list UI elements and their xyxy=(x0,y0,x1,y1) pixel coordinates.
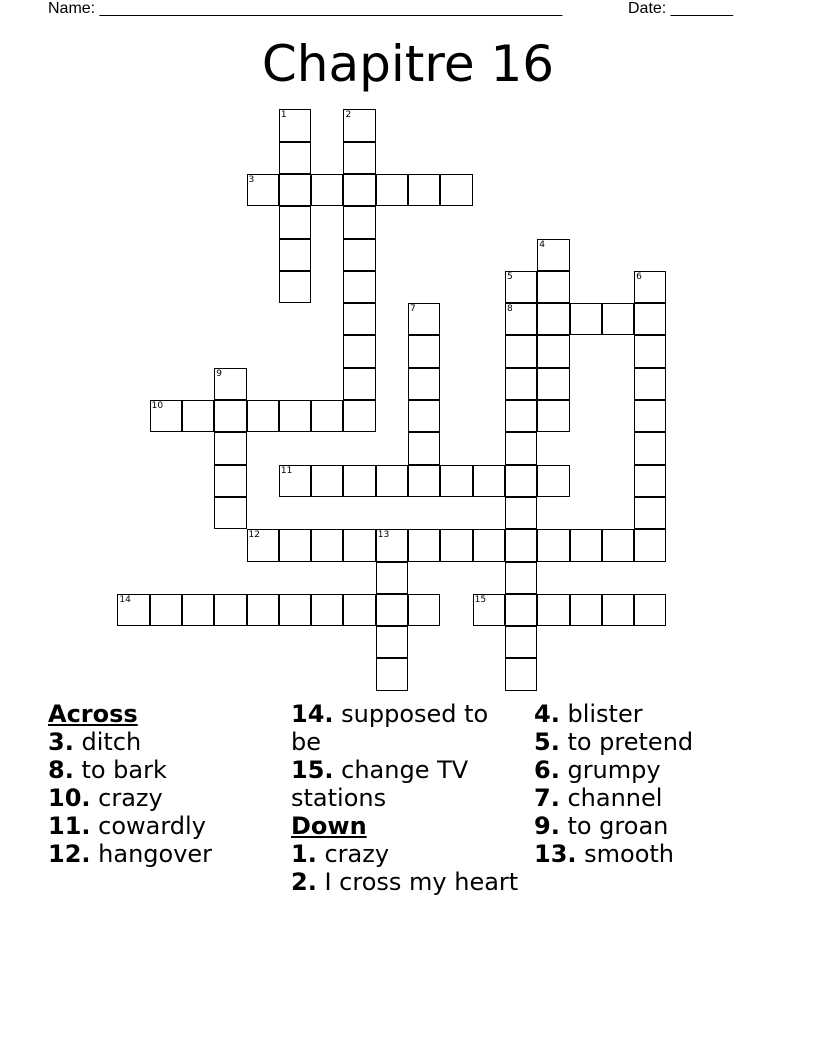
crossword-cell[interactable] xyxy=(408,465,440,497)
crossword-cell[interactable] xyxy=(150,594,182,626)
crossword-cell[interactable] xyxy=(505,626,537,658)
crossword-cell[interactable] xyxy=(634,432,666,464)
crossword-cell[interactable] xyxy=(408,303,440,335)
crossword-cell[interactable] xyxy=(537,335,569,367)
crossword-cell[interactable] xyxy=(247,529,279,561)
clue-item-text: channel xyxy=(559,784,663,813)
clue-item xyxy=(291,756,521,812)
crossword-cell[interactable] xyxy=(311,594,343,626)
clue-number: 6 xyxy=(636,271,642,282)
clue-item xyxy=(291,700,521,756)
section-heading-text: Across xyxy=(48,700,138,728)
crossword-cell[interactable] xyxy=(279,594,311,626)
crossword-cell[interactable] xyxy=(505,335,537,367)
clue-item xyxy=(534,812,764,840)
date-field-label: Date: _______ xyxy=(628,0,733,17)
crossword-cell[interactable] xyxy=(408,400,440,432)
crossword-cell[interactable] xyxy=(279,174,311,206)
clue-item-text: blister xyxy=(559,700,643,728)
clue-section-heading xyxy=(48,700,278,728)
crossword-cell[interactable] xyxy=(343,303,375,335)
clue-item-number: 6. xyxy=(534,756,560,785)
crossword-cell[interactable] xyxy=(408,529,440,561)
crossword-cell[interactable] xyxy=(343,206,375,238)
clue-number: 10 xyxy=(151,401,164,412)
crossword-cell[interactable] xyxy=(634,497,666,529)
clue-item-text: to pretend xyxy=(559,728,694,757)
crossword-cell[interactable] xyxy=(505,303,537,335)
crossword-cell[interactable] xyxy=(634,594,666,626)
crossword-cell[interactable] xyxy=(343,271,375,303)
crossword-cell[interactable] xyxy=(376,562,408,594)
crossword-cell[interactable] xyxy=(247,594,279,626)
crossword-cell[interactable] xyxy=(214,400,246,432)
crossword-cell[interactable] xyxy=(214,432,246,464)
crossword-cell[interactable] xyxy=(343,335,375,367)
clue-item-text: crazy xyxy=(90,784,163,813)
crossword-cell[interactable] xyxy=(634,368,666,400)
page-title: Chapitre 16 xyxy=(261,35,555,93)
clue-number: 11 xyxy=(280,465,293,476)
crossword-cell[interactable] xyxy=(473,529,505,561)
crossword-cell[interactable] xyxy=(343,400,375,432)
clue-item-number: 9. xyxy=(534,812,560,841)
clue-number: 2 xyxy=(345,110,352,121)
clue-number: 5 xyxy=(506,271,513,282)
clues-column-2 xyxy=(291,700,521,897)
clue-number: 12 xyxy=(248,530,260,541)
clue-item-number: 5. xyxy=(534,728,560,757)
crossword-cell[interactable] xyxy=(505,594,537,626)
crossword-cell[interactable] xyxy=(505,497,537,529)
crossword-cell[interactable] xyxy=(570,529,602,561)
clue-item-text: change TV stations xyxy=(291,756,469,813)
clue-item xyxy=(48,812,278,840)
crossword-cell[interactable] xyxy=(311,465,343,497)
clue-item-number: 11. xyxy=(48,812,91,841)
crossword-cell[interactable] xyxy=(247,174,279,206)
crossword-cell[interactable] xyxy=(602,303,634,335)
crossword-cell[interactable] xyxy=(602,594,634,626)
crossword-cell[interactable] xyxy=(343,529,375,561)
clue-item-text: smooth xyxy=(576,840,675,869)
clue-item xyxy=(48,840,278,868)
clue-section-heading xyxy=(291,812,521,840)
crossword-cell[interactable] xyxy=(537,239,569,271)
crossword-cell[interactable] xyxy=(279,400,311,432)
crossword-cell[interactable] xyxy=(117,594,149,626)
crossword-cell[interactable] xyxy=(537,594,569,626)
crossword-cell[interactable] xyxy=(473,465,505,497)
crossword-cell[interactable] xyxy=(408,335,440,367)
crossword-cell[interactable] xyxy=(505,432,537,464)
crossword-cell[interactable] xyxy=(634,271,666,303)
clue-number: 7 xyxy=(410,304,416,315)
section-heading-text: Down xyxy=(291,812,367,841)
clue-item-number: 10. xyxy=(48,784,91,813)
clue-item-number: 1. xyxy=(291,840,317,869)
crossword-cell[interactable] xyxy=(505,562,537,594)
clue-number: 15 xyxy=(474,594,487,605)
crossword-cell[interactable] xyxy=(634,303,666,335)
name-field-label: Name: ____________________________________________________ xyxy=(48,0,563,17)
crossword-cell[interactable] xyxy=(376,594,408,626)
clue-item xyxy=(534,728,764,756)
crossword-cell[interactable] xyxy=(279,142,311,174)
crossword-cell[interactable] xyxy=(311,174,343,206)
crossword-cell[interactable] xyxy=(570,303,602,335)
crossword-cell[interactable] xyxy=(279,529,311,561)
crossword-cell[interactable] xyxy=(473,594,505,626)
clue-item xyxy=(534,840,764,868)
clue-item-number: 7. xyxy=(534,784,560,813)
crossword-cell[interactable] xyxy=(376,626,408,658)
clue-item xyxy=(291,868,521,896)
crossword-cell[interactable] xyxy=(537,465,569,497)
clue-item-number: 2. xyxy=(291,868,317,897)
clue-item-number: 3. xyxy=(48,728,74,757)
crossword-cell[interactable] xyxy=(279,465,311,497)
crossword-cell[interactable] xyxy=(408,594,440,626)
crossword-cell[interactable] xyxy=(343,368,375,400)
crossword-cell[interactable] xyxy=(634,335,666,367)
crossword-cell[interactable] xyxy=(440,174,472,206)
crossword-cell[interactable] xyxy=(440,465,472,497)
crossword-cell[interactable] xyxy=(279,109,311,141)
clue-number: 3 xyxy=(248,174,255,185)
clue-item xyxy=(48,784,278,812)
clue-item-number: 12. xyxy=(48,840,91,869)
crossword-cell[interactable] xyxy=(440,529,472,561)
clue-item xyxy=(534,784,764,812)
clue-item-number: 14. xyxy=(291,700,334,728)
crossword-cell[interactable] xyxy=(537,368,569,400)
crossword-cell[interactable] xyxy=(505,465,537,497)
crossword-cell[interactable] xyxy=(343,174,375,206)
clue-number: 14 xyxy=(119,594,131,605)
crossword-cell[interactable] xyxy=(376,658,408,690)
crossword-cell[interactable] xyxy=(214,368,246,400)
clues-column-3 xyxy=(534,700,764,868)
crossword-cell[interactable] xyxy=(214,594,246,626)
crossword-cell[interactable] xyxy=(214,497,246,529)
crossword-cell[interactable] xyxy=(343,239,375,271)
crossword-cell[interactable] xyxy=(311,400,343,432)
clue-item-number: 8. xyxy=(48,756,74,785)
clue-item-number: 4. xyxy=(534,700,560,728)
clue-item-number: 13. xyxy=(534,840,577,869)
crossword-cell[interactable] xyxy=(505,271,537,303)
crossword-cell[interactable] xyxy=(537,271,569,303)
crossword-cell[interactable] xyxy=(279,239,311,271)
crossword-cell[interactable] xyxy=(570,594,602,626)
clue-item-text: grumpy xyxy=(559,756,661,785)
crossword-cell[interactable] xyxy=(247,400,279,432)
crossword-cell[interactable] xyxy=(376,529,408,561)
clue-item-number: 15. xyxy=(291,756,334,785)
clue-item xyxy=(48,756,278,784)
clue-item xyxy=(534,700,764,728)
crossword-cell[interactable] xyxy=(376,174,408,206)
clue-number: 13 xyxy=(377,530,390,541)
crossword-cell[interactable] xyxy=(279,271,311,303)
crossword-cell[interactable] xyxy=(602,529,634,561)
clue-number: 9 xyxy=(216,368,222,379)
crossword-cell[interactable] xyxy=(376,465,408,497)
crossword-cell[interactable] xyxy=(182,594,214,626)
clue-number: 8 xyxy=(506,304,513,315)
crossword-cell[interactable] xyxy=(343,465,375,497)
crossword-cell[interactable] xyxy=(505,368,537,400)
crossword-cell[interactable] xyxy=(408,432,440,464)
clue-item xyxy=(48,728,278,756)
crossword-cell[interactable] xyxy=(279,206,311,238)
crossword-cell[interactable] xyxy=(505,400,537,432)
clue-item-text: to bark xyxy=(73,756,167,785)
crossword-cell[interactable] xyxy=(343,109,375,141)
clues-column-1 xyxy=(48,700,278,868)
clue-item-text: hangover xyxy=(90,840,213,869)
crossword-cell[interactable] xyxy=(505,658,537,690)
crossword-cell[interactable] xyxy=(408,174,440,206)
clue-item-text: crazy xyxy=(316,840,390,869)
clue-item-text: I cross my heart xyxy=(316,868,519,897)
clue-item xyxy=(534,756,764,784)
crossword-cell[interactable] xyxy=(408,368,440,400)
clue-item xyxy=(291,840,521,868)
crossword-cell[interactable] xyxy=(634,529,666,561)
clue-number: 4 xyxy=(539,239,545,250)
clue-item-text: ditch xyxy=(73,728,142,757)
crossword-cell[interactable] xyxy=(343,142,375,174)
crossword-cell[interactable] xyxy=(505,529,537,561)
crossword-cell[interactable] xyxy=(537,529,569,561)
crossword-cell[interactable] xyxy=(634,465,666,497)
crossword-cell[interactable] xyxy=(182,400,214,432)
clue-number: 1 xyxy=(280,110,287,121)
crossword-cell[interactable] xyxy=(343,594,375,626)
clue-item-text: cowardly xyxy=(90,812,206,841)
crossword-cell[interactable] xyxy=(311,529,343,561)
clue-item-text: to groan xyxy=(559,812,669,841)
crossword-cell[interactable] xyxy=(537,303,569,335)
crossword-cell[interactable] xyxy=(150,400,182,432)
clue-item-text: supposed to be xyxy=(291,700,489,757)
crossword-cell[interactable] xyxy=(634,400,666,432)
crossword-cell[interactable] xyxy=(537,400,569,432)
crossword-cell[interactable] xyxy=(214,465,246,497)
